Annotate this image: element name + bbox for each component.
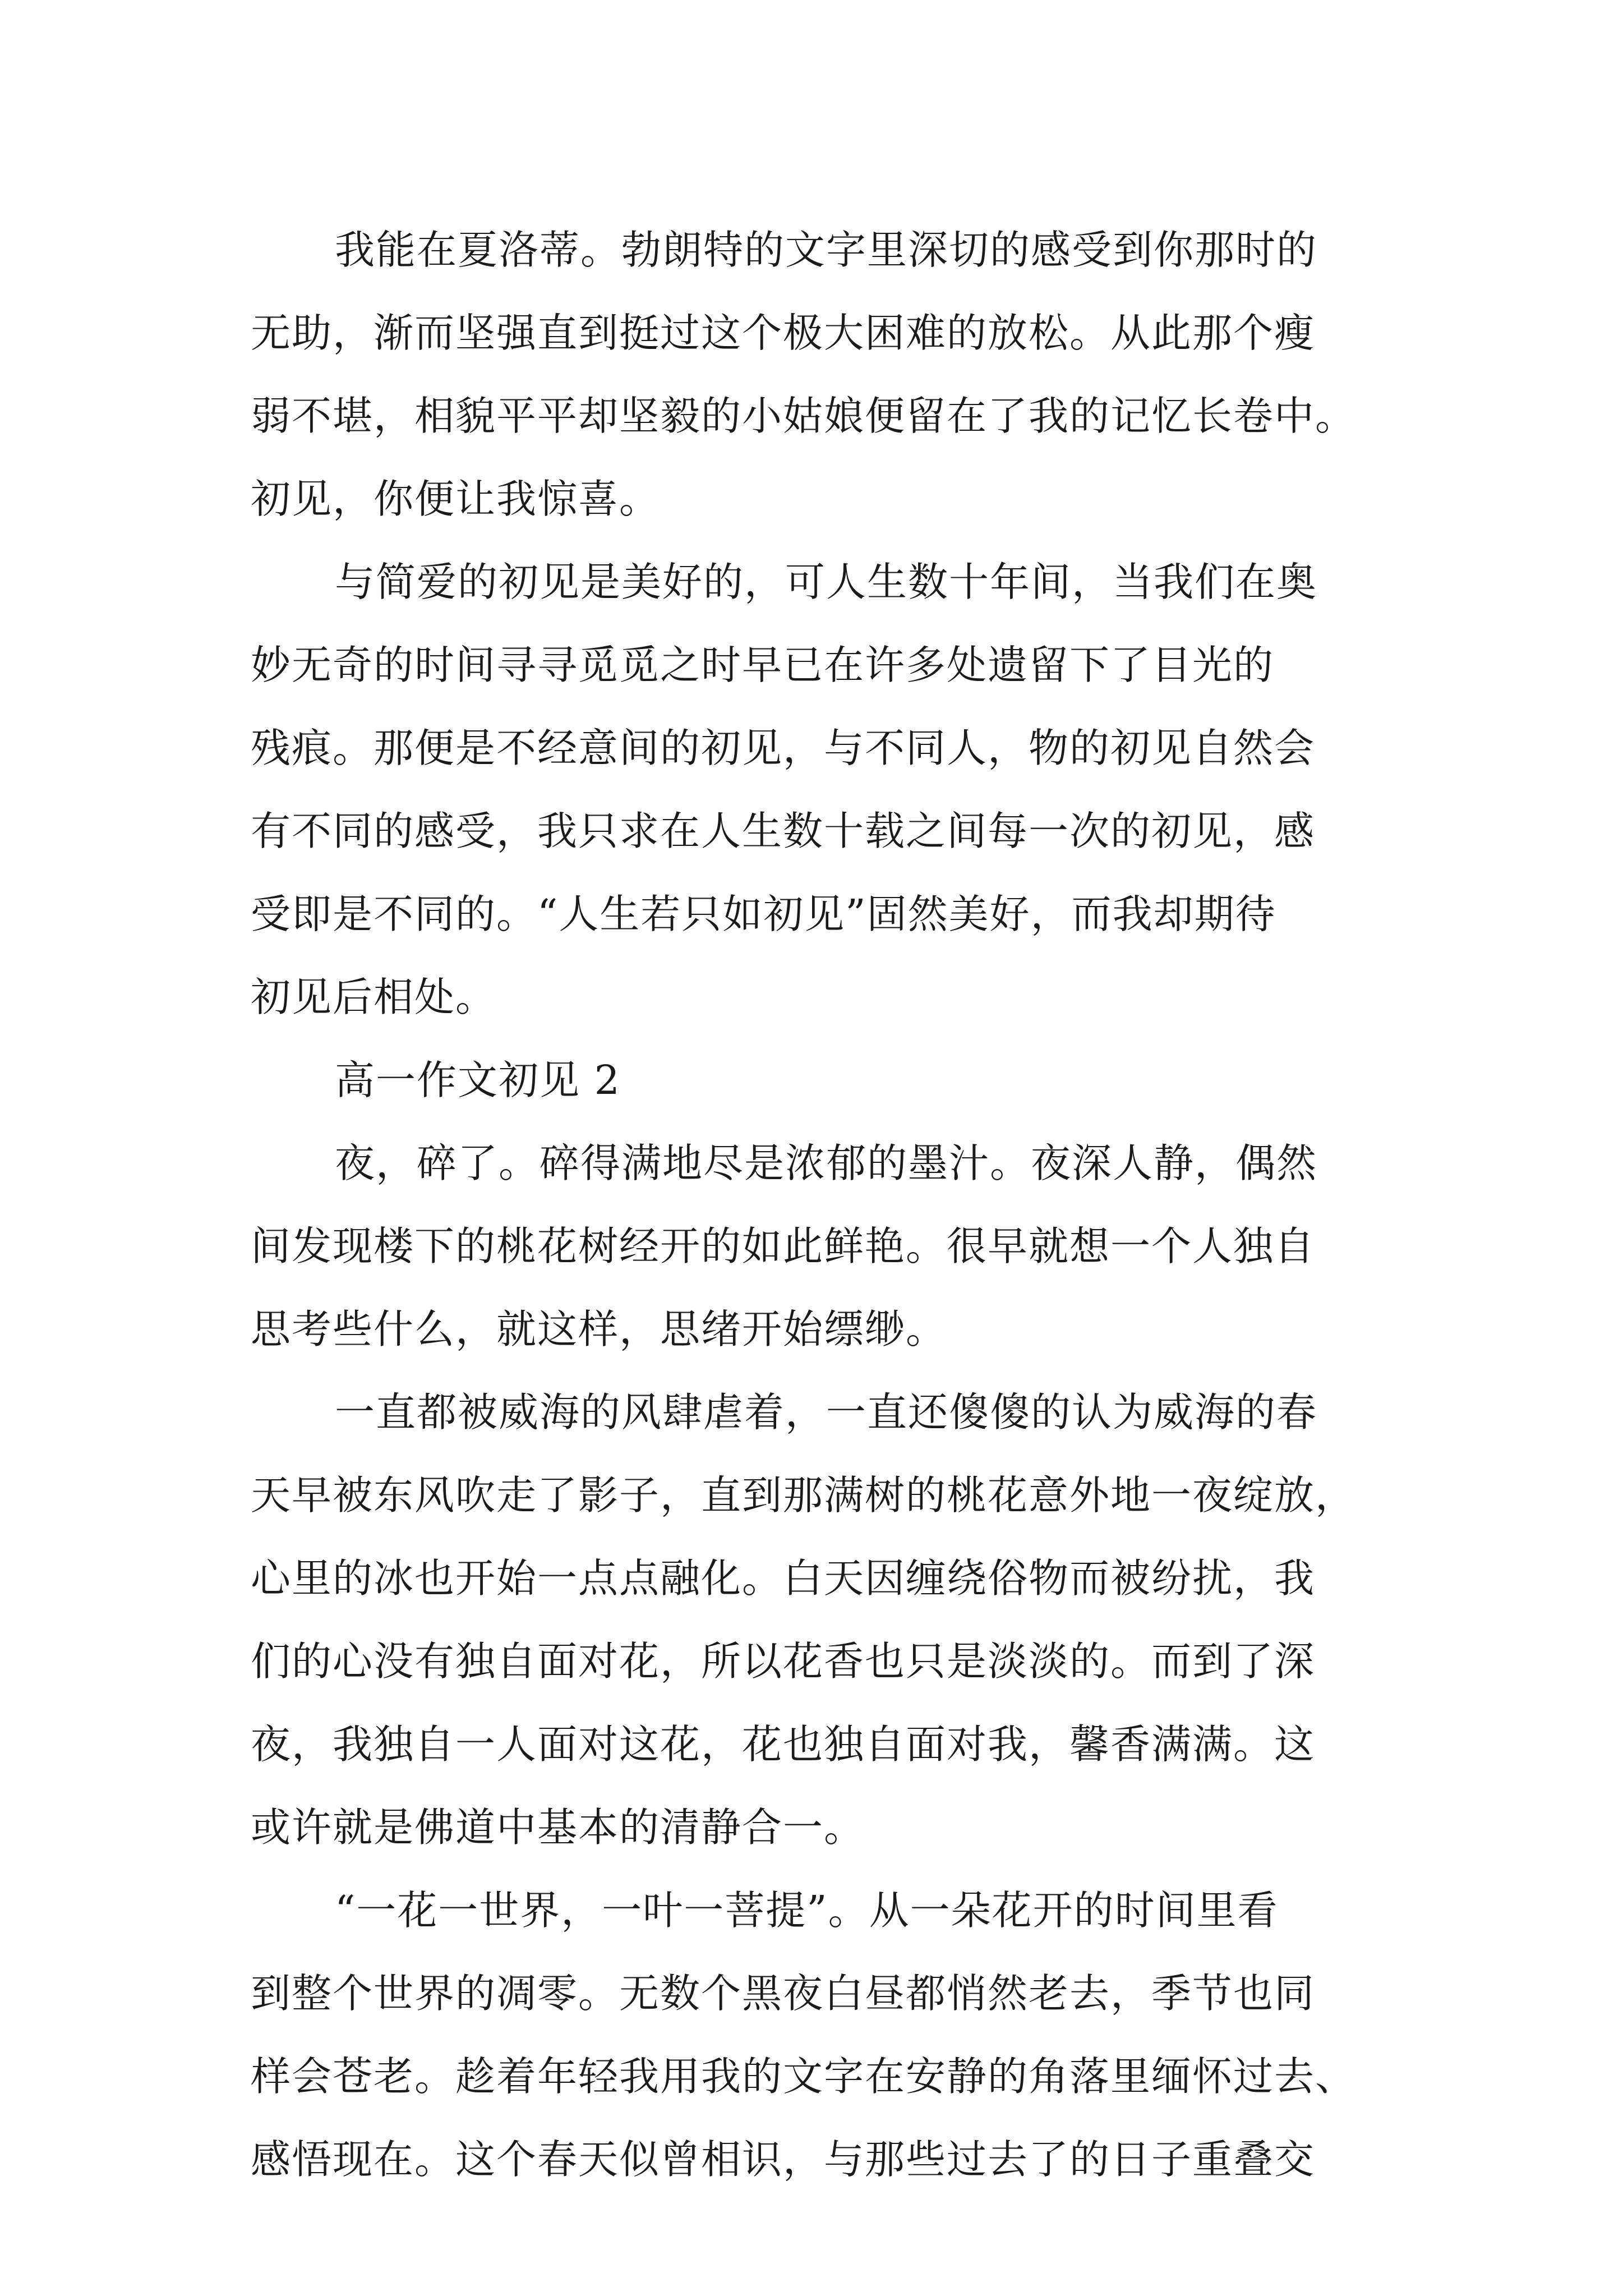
- paragraph-line: “一花一世界，一叶一菩提”。从一朵花开的时间里看: [335, 1887, 1279, 1934]
- paragraph-line: 残痕。那便是不经意间的初见，与不同人，物的初见自然会: [251, 725, 1316, 771]
- paragraph-line: 我能在夏洛蒂。勃朗特的文字里深切的感受到你那时的: [335, 227, 1318, 273]
- paragraph-line: 妙无奇的时间寻寻觅觅之时早已在许多处遗留下了目光的: [251, 642, 1275, 688]
- paragraph-line: 初见后相处。: [251, 974, 497, 1020]
- paragraph-line: 或许就是佛道中基本的清静合一。: [251, 1804, 865, 1851]
- paragraph-line: 感悟现在。这个春天似曾相识，与那些过去了的日子重叠交: [251, 2136, 1316, 2183]
- paragraph-line: 夜，碎了。碎得满地尽是浓郁的墨汁。夜深人静，偶然: [335, 1140, 1318, 1186]
- paragraph-line: 到整个世界的凋零。无数个黑夜白昼都悄然老去，季节也同: [251, 1970, 1316, 2017]
- paragraph-line: 受即是不同的。“人生若只如初见”固然美好，而我却期待: [251, 891, 1276, 937]
- paragraph-line: 们的心没有独自面对花，所以花香也只是淡淡的。而到了深: [251, 1638, 1316, 1685]
- paragraph-line: 初见，你便让我惊喜。: [251, 476, 661, 522]
- paragraph-line: 天早被东风吹走了影子，直到那满树的桃花意外地一夜绽放，: [251, 1472, 1357, 1519]
- paragraph-line: 无助，渐而坚强直到挺过这个极大困难的放松。从此那个瘦: [251, 310, 1316, 356]
- paragraph-line: 心里的冰也开始一点点融化。白天因缠绕俗物而被纷扰，我: [251, 1555, 1316, 1602]
- document-body: [251, 209, 1428, 2201]
- section-heading: 高一作文初见 2: [335, 1057, 621, 1103]
- paragraph-line: 夜，我独自一人面对这花，花也独自面对我，馨香满满。这: [251, 1721, 1316, 1768]
- paragraph-line: 思考些什么，就这样，思绪开始缥缈。: [251, 1306, 947, 1352]
- paragraph-line: 弱不堪，相貌平平却坚毅的小姑娘便留在了我的记忆长卷中。: [251, 393, 1357, 439]
- paragraph-line: 与简爱的初见是美好的，可人生数十年间，当我们在奥: [335, 559, 1318, 605]
- paragraph-line: 有不同的感受，我只求在人生数十载之间每一次的初见，感: [251, 808, 1316, 854]
- paragraph-line: 样会苍老。趁着年轻我用我的文字在安静的角落里缅怀过去、: [251, 2053, 1357, 2100]
- paragraph-line: 一直都被威海的风肆虐着，一直还傻傻的认为威海的春: [335, 1389, 1318, 1435]
- paragraph-line: 间发现楼下的桃花树经开的如此鲜艳。很早就想一个人独自: [251, 1223, 1316, 1269]
